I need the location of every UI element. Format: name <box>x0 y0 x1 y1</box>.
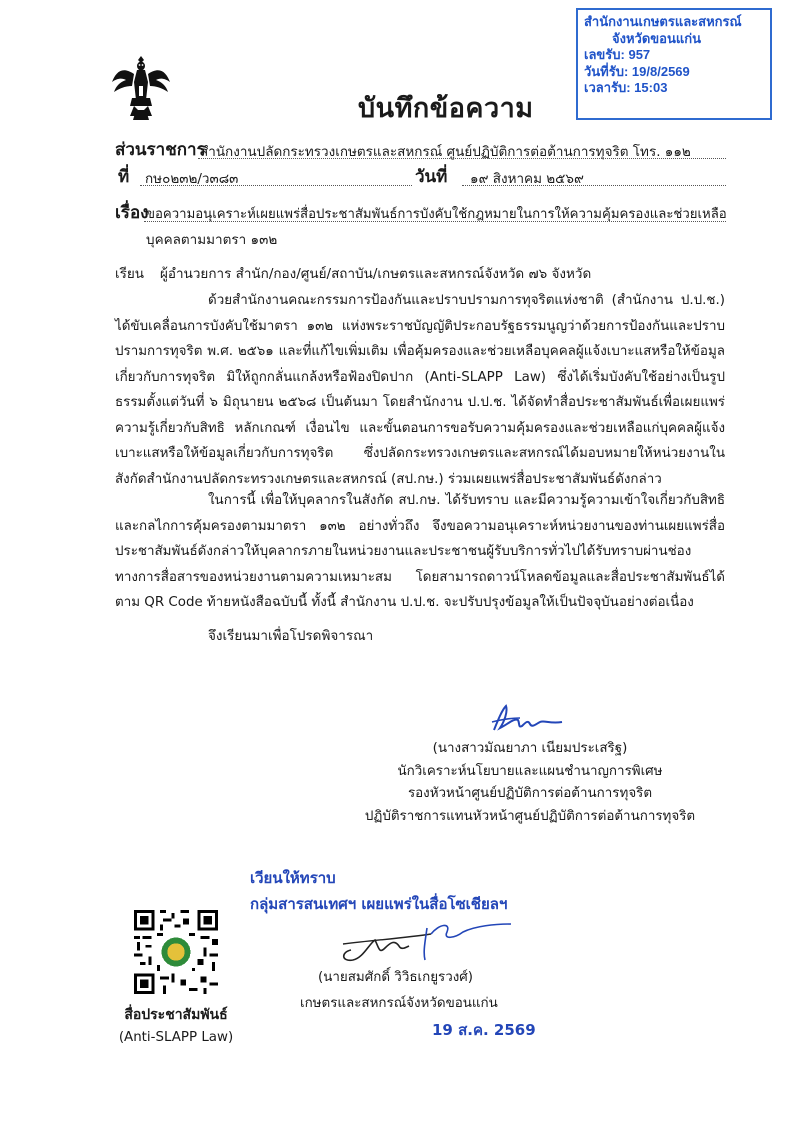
date-label: วันที่ <box>415 167 448 187</box>
signature-image <box>488 702 568 736</box>
endorser-name: (นายสมศักดิ์ วิวิธเกยูรวงศ์) <box>318 970 474 985</box>
endorser-position: เกษตรและสหกรณ์จังหวัดขอนแก่น <box>300 996 498 1011</box>
signer-name: (นางสาวมัณยาภา เนียมประเสริฐ) <box>432 741 628 756</box>
agency-dotline <box>198 158 726 159</box>
signature-block <box>330 738 730 828</box>
endorsement-line1: เวียนให้ทราบ <box>250 869 336 887</box>
stamp-org-line2: จังหวัดขอนแก่น <box>612 30 701 46</box>
body-paragraph-2: ในการนี้ เพื่อให้บุคลากรในสังกัด สป.กษ. ได้รับทราบ และมีความรู้ความเข้าใจเกี่ยวกับสิทธิและกลไกการคุ้มครองตามมาตรา ๑๓๒ อย่างทั่วถึง จึงขอความอนุเคราะห์หน่วยงานของท่านเผยแพร่สื่อประชาสัมพันธ์ดังกล่าวให้บุคลากรภายในหน่วยงานและประชาชนผู้รับบริการทั่วไปได้รับทราบผ่านช่องทางการสื่อสารของหน่วยงานตามความเหมาะสม โดยสามารถดาวน์โหลดข้อมูลและสื่อประชาสัมพันธ์ได้ตาม QR Code ท้ายหนังสือฉบับนี้ ทั้งนี้ สำนักงาน ป.ป.ช. จะปรับปรุงข้อมูลให้เป็นปัจจุบันอย่างต่อเนื่อง <box>115 493 725 610</box>
ref-dotline <box>140 185 412 186</box>
ref-label: ที่ <box>118 167 130 187</box>
to-value: ผู้อำนวยการ สำนัก/กอง/ศูนย์/สถาบัน/เกษตรและสหกรณ์จังหวัด ๗๖ จังหวัด <box>160 266 592 282</box>
endorsement-signature-image <box>335 918 515 968</box>
document-title: บันทึกข้อความ <box>358 93 534 124</box>
stamp-receive-no: เลขรับ: 957 <box>584 47 651 62</box>
date-value: ๑๙ สิงหาคม ๒๕๖๙ <box>470 171 584 187</box>
receipt-stamp <box>576 8 772 120</box>
qr-caption-2: (Anti-SLAPP Law) <box>118 1030 234 1045</box>
qr-caption-1: สื่อประชาสัมพันธ์ <box>124 1007 228 1023</box>
closing-line: จึงเรียนมาเพื่อโปรดพิจารณา <box>208 628 374 644</box>
agency-value: สำนักงานปลัดกระทรวงเกษตรและสหกรณ์ ศูนย์ปฏิบัติการต่อต้านการทุจริต โทร. ๑๑๒ <box>200 144 691 160</box>
date-dotline <box>462 185 726 186</box>
qr-code-icon[interactable] <box>134 910 218 994</box>
subject-dotline <box>144 221 726 222</box>
subject-line2: บุคคลตามมาตรา ๑๓๒ <box>146 232 278 248</box>
signer-position-1: นักวิเคราะห์นโยบายและแผนชำนาญการพิเศษ <box>397 763 663 779</box>
signer-position-2: รองหัวหน้าศูนย์ปฏิบัติการต่อต้านการทุจริต <box>407 786 653 801</box>
ref-value: กษ๐๒๓๒/ว๓๘๓ <box>145 171 239 187</box>
stamp-org-line1: สำนักงานเกษตรและสหกรณ์ <box>584 14 742 29</box>
endorsement-date: 19 ส.ค. 2569 <box>432 1021 536 1039</box>
agency-label: ส่วนราชการ <box>115 140 206 160</box>
endorsement-line2: กลุ่มสารสนเทศฯ เผยแพร่ในสื่อโซเชียลฯ <box>250 895 508 913</box>
garuda-emblem-icon <box>110 52 172 122</box>
stamp-receive-time: เวลารับ: 15:03 <box>584 80 668 95</box>
body-paragraph-1: ด้วยสำนักงานคณะกรรมการป้องกันและปราบปรามการทุจริตแห่งชาติ (สำนักงาน ป.ป.ช.) ได้ขับเคลื่อนการบังคับใช้มาตรา ๑๓๒ แห่งพระราชบัญญัติประกอบรัฐธรรมนูญว่าด้วยการป้องกันและปราบปรามการทุจริต พ.ศ. ๒๕๖๑ และที่แก้ไขเพิ่มเติม เพื่อคุ้มครองและช่วยเหลือบุคคลผู้แจ้งเบาะแสหรือให้ข้อมูลเกี่ยวกับการทุจริต มิให้ถูกกลั่นแกล้งหรือฟ้องปิดปาก (Anti-SLAPP Law) ซึ่งได้เริ่มบังคับใช้อย่างเป็นรูปธรรมตั้งแต่วันที่ ๖ มิถุนายน ๒๕๖๘ เป็นต้นมา โดยสำนักงาน ป.ป.ช. ได้จัดทำสื่อประชาสัมพันธ์เพื่อเผยแพร่ความรู้เกี่ยวกับสิทธิ หลักเกณฑ์ เงื่อนไข และขั้นตอนการขอรับความคุ้มครองและช่วยเหลือแก่บุคคลผู้แจ้งเบาะแสหรือให้ข้อมูลเกี่ยวกับการทุจริต ซึ่งปลัดกระทรวงเกษตรและสหกรณ์ได้มอบหมายให้หน่วยงานในสังกัดสำนักงานปลัดกระทรวงเกษตรและสหกรณ์ (สป.กษ.) ร่วมเผยแพร่สื่อประชาสัมพันธ์ดังกล่าว <box>115 293 725 487</box>
stamp-receive-date: วันที่รับ: 19/8/2569 <box>584 63 690 79</box>
signer-position-3: ปฏิบัติราชการแทนหัวหน้าศูนย์ปฏิบัติการต่อต้านการทุจริต <box>364 808 696 824</box>
subject-line1: ขอความอนุเคราะห์เผยแพร่สื่อประชาสัมพันธ์การบังคับใช้กฎหมายในการให้ความคุ้มครองและช่วยเหลือ <box>146 207 727 222</box>
to-label: เรียน <box>115 266 145 282</box>
subject-label: เรื่อง <box>115 203 149 223</box>
